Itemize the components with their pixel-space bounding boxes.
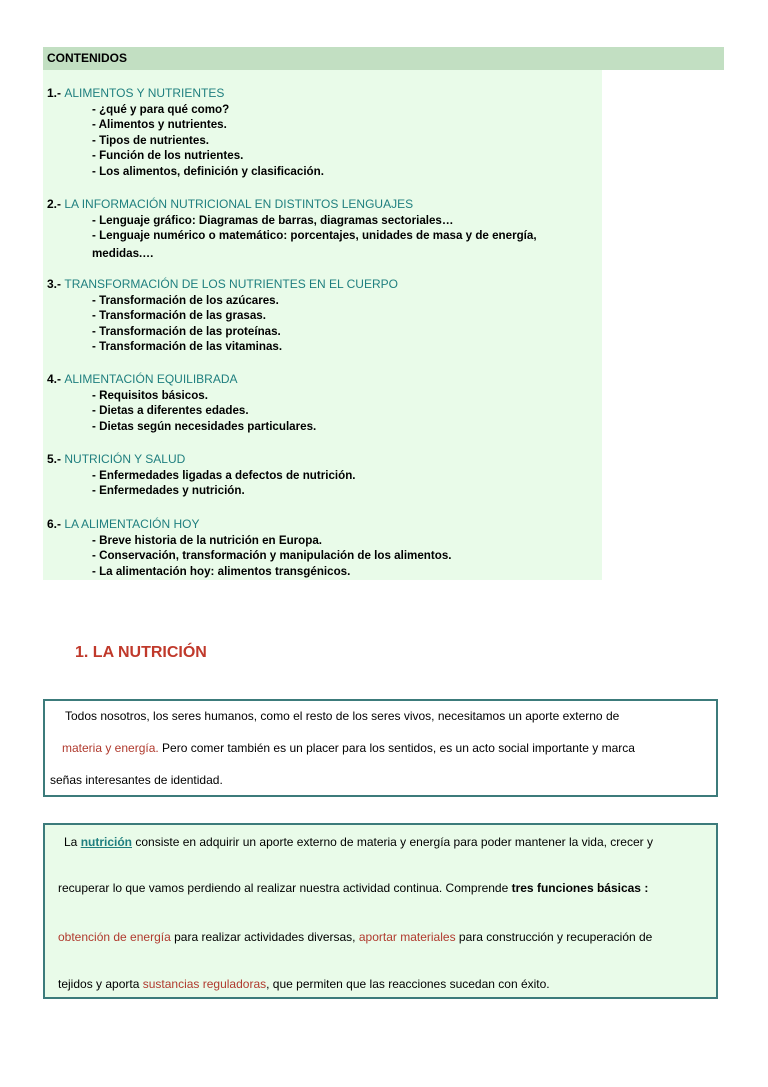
toc-item: - Transformación de las vitaminas.	[92, 340, 283, 353]
contents-header: CONTENIDOS	[43, 47, 724, 70]
nutrition-term: nutrición	[80, 835, 133, 849]
intro-line-1: Todos nosotros, los seres humanos, como el resto de los seres vivos, necesitamos un aporte externo de	[65, 709, 620, 723]
intro-line-2	[62, 741, 635, 755]
toc-section-5	[47, 452, 602, 499]
toc-num: 3.-	[47, 277, 62, 291]
toc-item: - Breve historia de la nutrición en Europa.	[92, 533, 322, 547]
definition-text: consiste en adquirir un aporte externo de materia y energía para poder mantener la vida, crecer y	[132, 835, 653, 849]
toc-item: - Transformación de las proteínas.	[92, 324, 281, 338]
toc-item: - Lenguaje gráfico: Diagramas de barras, diagramas sectoriales…	[92, 213, 454, 227]
toc-num: 6.-	[47, 517, 62, 531]
definition-line-4	[58, 977, 550, 991]
nutrition-definition-box	[43, 823, 718, 999]
toc-item: - Transformación de las grasas.	[92, 309, 266, 322]
highlight-term: aportar materiales	[358, 930, 456, 944]
toc-item: - Transformación de los azúcares.	[92, 293, 279, 307]
toc-section-6	[47, 517, 602, 579]
toc-section-2	[47, 197, 602, 264]
definition-text: tejidos y aporta	[58, 977, 143, 991]
toc-item: - Función de los nutrientes.	[92, 149, 244, 162]
toc-item: - Conservación, transformación y manipulación de los alimentos.	[92, 549, 452, 562]
toc-num: 5.-	[47, 452, 62, 466]
table-of-contents	[43, 70, 602, 580]
three-functions-label: tres funciones básicas :	[511, 881, 649, 895]
toc-num: 4.-	[47, 372, 62, 386]
toc-item: - Requisitos básicos.	[92, 388, 208, 402]
toc-section-3	[47, 277, 602, 355]
toc-item: - Dietas según necesidades particulares.	[92, 419, 317, 433]
definition-text: , que permiten que las reacciones sucedan con éxito.	[266, 977, 550, 991]
toc-num: 1.-	[47, 86, 62, 100]
toc-item: - Enfermedades y nutrición.	[92, 484, 245, 497]
definition-text: recuperar lo que vamos perdiendo al realizar nuestra actividad continua. Comprende	[58, 881, 512, 895]
intro-box	[43, 699, 718, 797]
toc-item: - Los alimentos, definición y clasificación.	[92, 164, 324, 178]
toc-title: LA ALIMENTACIÓN HOY	[64, 517, 200, 531]
toc-item: - Enfermedades ligadas a defectos de nutrición.	[92, 468, 356, 482]
highlight-term: obtención de energía	[58, 930, 171, 944]
toc-title: TRANSFORMACIÓN DE LOS NUTRIENTES EN EL CUERPO	[64, 277, 398, 291]
toc-item: - ¿qué y para qué como?	[92, 102, 230, 116]
toc-num: 2.-	[47, 197, 62, 211]
definition-line-2	[58, 881, 648, 895]
toc-item: - Tipos de nutrientes.	[92, 133, 210, 147]
toc-item: - Dietas a diferentes edades.	[92, 404, 249, 417]
toc-item: - La alimentación hoy: alimentos transgénicos.	[92, 564, 351, 578]
toc-title: LA INFORMACIÓN NUTRICIONAL EN DISTINTOS LENGUAJES	[64, 197, 414, 211]
section-title: 1. LA NUTRICIÓN	[75, 644, 207, 661]
toc-item: medidas.…	[92, 246, 154, 260]
definition-text: La	[64, 835, 81, 849]
definition-line-1	[64, 835, 653, 849]
toc-title: ALIMENTOS Y NUTRIENTES	[64, 86, 225, 100]
definition-text: para realizar actividades diversas,	[170, 930, 359, 944]
highlight-term: materia y energía.	[62, 741, 159, 755]
definition-text: para construcción y recuperación de	[455, 930, 653, 944]
toc-item: - Lenguaje numérico o matemático: porcentajes, unidades de masa y de energía,	[92, 229, 537, 242]
toc-title: ALIMENTACIÓN EQUILIBRADA	[64, 372, 238, 386]
definition-line-3	[58, 930, 652, 944]
intro-text: Pero comer también es un placer para los sentidos, es un acto social importante y marca	[158, 741, 635, 755]
toc-item: - Alimentos y nutrientes.	[92, 118, 227, 131]
toc-section-1	[47, 86, 602, 179]
highlight-term: sustancias reguladoras	[142, 977, 267, 991]
toc-section-4	[47, 372, 602, 434]
intro-line-3: señas interesantes de identidad.	[50, 773, 223, 787]
toc-title: NUTRICIÓN Y SALUD	[64, 452, 186, 466]
